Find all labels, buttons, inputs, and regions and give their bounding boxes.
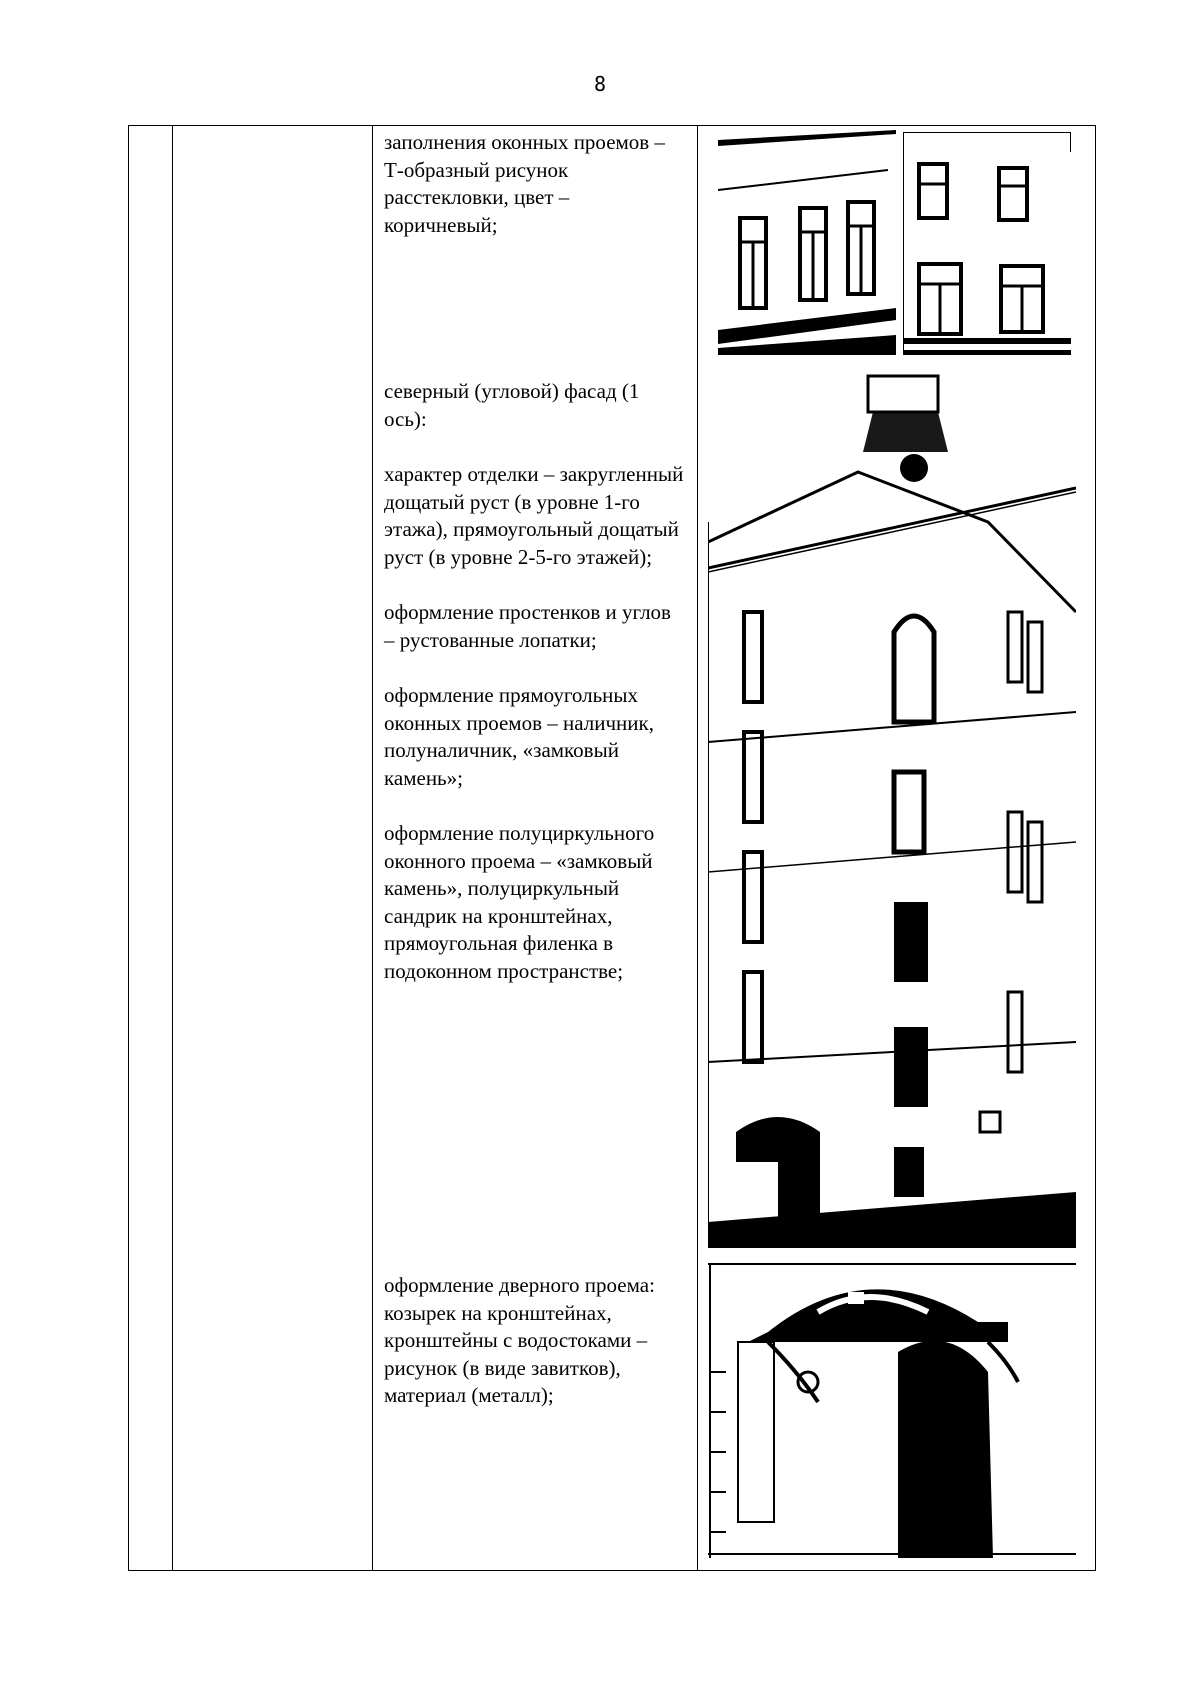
door-heading: оформление дверного проема:	[384, 1273, 655, 1297]
row-1-paragraph-1: заполнения оконных проемов –Т-образный рисунок расстекловки, цвет – коричневый;	[384, 130, 665, 237]
door-description: козырек на кронштейнах, кронштейны с водостоками – рисунок (в виде завитков), материал (металл);	[384, 1300, 648, 1407]
piers-description: оформление простенков и углов – рустованные лопатки;	[384, 600, 671, 652]
rect-windows-description: оформление прямоугольных оконных проемов – наличник, полуналичник, «замковый камень»;	[384, 683, 654, 790]
row-1-text	[384, 129, 684, 239]
page-number: 8	[593, 72, 607, 96]
row-2-text	[384, 378, 684, 985]
windows-photo-right	[903, 132, 1071, 355]
windows-photo-left	[718, 130, 896, 355]
column-divider	[172, 126, 173, 1570]
finish-description: характер отделки – закругленный дощатый руст (в уровне 1-го этажа), прямоугольный дощатый руст (в уровне 2-5-го этажей);	[384, 462, 684, 569]
row-3-text	[384, 1272, 684, 1410]
facade-heading: северный (угловой) фасад (1 ось):	[384, 379, 640, 431]
column-divider	[372, 126, 373, 1570]
corner-facade-photo	[708, 372, 1076, 1248]
arched-window-description: оформление полуциркульного оконного проема – «замковый камень», полуциркульный сандрик на кронштейнах, прямоугольная филенка в подоконном пространстве;	[384, 821, 655, 983]
column-divider	[697, 126, 698, 1570]
door-canopy-photo	[708, 1262, 1076, 1558]
